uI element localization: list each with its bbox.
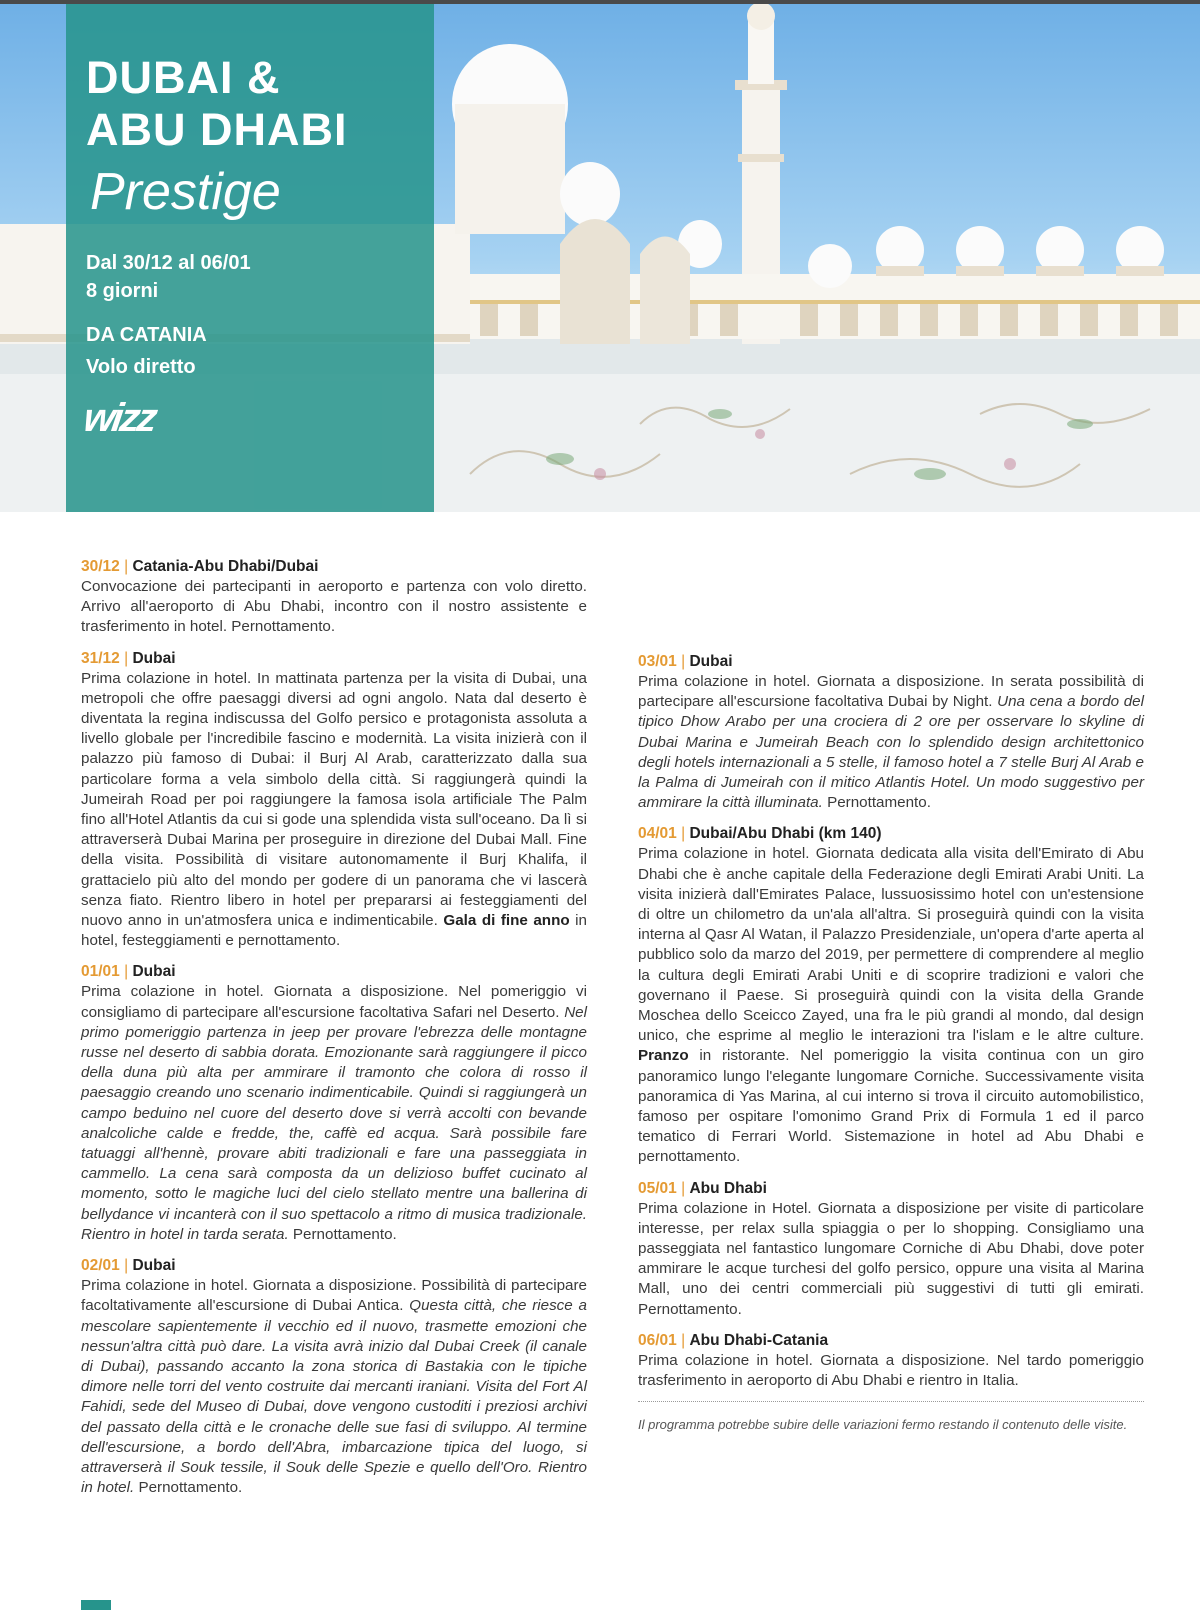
title-line-1: DUBAI & [86,52,281,103]
day-02-01 [81,1255,587,1498]
day-heading: 06/01 | Abu Dhabi-Catania [638,1331,829,1349]
day-heading: 30/12 | Catania-Abu Dhabi/Dubai [81,558,319,575]
flight-type: Volo diretto [86,356,196,378]
day-heading: 02/01 | Dubai [81,1257,176,1275]
day-03-01 [638,651,1144,813]
day-30-12 [81,556,587,638]
day-description: Prima colazione in hotel. In mattinata partenza per la visita di Dubai, una metropoli che offre paesaggi diversi ad ogni angolo. Nata dal deserto è diventata la regina indiscussa del Golfo persico e protagonista assoluta a livello globale per l'incredibile fascino e modernità. La visita inizierà con il palazzo più famoso di Dubai: il Burj Al Arab, caratterizzato dalla sua particolare forma a vela simbolo della città. Si raggiungerà quindi la Jumeirah Road per poi raggiungere la famosa isola artificiale The Palm fino all'Hotel Atlantis da cui si gode una splendida vista sull'oceano. Da lì si attraverserà Dubai Marina per proseguire in direzione del Dubai Mall. Fine della visita. Possibilità di visitare autonomamente il Burj Khalifa, il grattacielo più alto del mondo per godere di un panorama che vi lascerà senza fiato. Rientro libero in hotel per prepararsi ai festeggiamenti del nuovo anno in un'atmosfera unica e indimenticabile. Gala di fine anno in hotel, festeggiamenti e pernottamento. [81,669,587,950]
day-06-01 [638,1330,1144,1391]
page-corner-mark [81,1600,111,1610]
day-31-12 [81,648,587,952]
title-line-3: Prestige [90,163,281,221]
day-description: Prima colazione in hotel. Giornata a disposizione. In serata possibilità di partecipare all'escursione facoltativa Dubai by Night. Una cena a bordo del tipico Dhow Arabo per una crociera di 2 ore per osservare lo skyline di Dubai Marina e Jumeirah Beach con lo splendido design architettonico degli hotels internazionali a 5 stelle, il famoso hotel a 7 stelle Burj Al Arab e la Palma di Jumeirah con il mitico Atlantis Hotel. Un modo suggestivo per ammirare la città illuminata. Pernottamento. [638,673,1144,812]
trip-duration: 8 giorni [86,280,159,302]
day-description: Convocazione dei partecipanti in aeroporto e partenza con volo diretto. Arrivo all'aeroporto di Abu Dhabi, incontro con il nostro assistente e trasferimento in hotel. Pernottamento. [81,578,587,636]
title-panel [66,4,434,512]
day-01-01 [81,961,587,1245]
day-description: Prima colazione in hotel. Giornata a disposizione. Possibilità di partecipare facoltativamente all'escursione di Dubai Antica. Questa città, che riesce a mescolare sapientemente il vecchio ed il nuovo, trasmette emozioni che nessun'altra città può dare. La visita avrà inizio dal Dubai Creek (il canale di Dubai), passando accanto la zona storica di Bastakia con le tipiche dimore nelle torri del vento costruite dai mercanti iraniani. Visita del Fort Al Fahidi, sede del Museo di Dubai, dove vengono custoditi i preziosi archivi del passato della città e le cronache delle sue fasi di sviluppo. Al termine dell'escursione, a bordo dell'Abra, imbarcazione tipica del luogo, si attraverserà il Souk tessile, il Souk delle Spezie e quello dell'Oro. Rientro in hotel. Pernottamento. [81,1277,587,1497]
day-heading: 01/01 | Dubai [81,963,176,981]
departure-city: DA CATANIA [86,324,207,346]
day-heading: 04/01 | Dubai/Abu Dhabi (km 140) [638,825,882,843]
itinerary-column-right [638,565,1144,1433]
day-description: Prima colazione in hotel. Giornata a disposizione. Nel tardo pomeriggio trasferimento in aeroporto di Abu Dhabi e rientro in Italia. [638,1351,1144,1390]
trip-dates: Dal 30/12 al 06/01 [86,252,251,274]
day-heading: 05/01 | Abu Dhabi [638,1179,767,1197]
day-04-01 [638,823,1144,1167]
itinerary-column-left [81,556,587,1508]
title-line-2: ABU DHABI [86,104,348,155]
day-description: Prima colazione in hotel. Giornata dedicata alla visita dell'Emirato di Abu Dhabi che è anche capitale della Federazione degli Emirati Arabi Uniti. La visita inizierà dall'Emirates Palace, lussuosissimo hotel con un'estensione di oltre un chilometro da un'ala all'altra. Si proseguirà quindi con la visita interna al Qasr Al Watan, il Palazzo Presidenziale, un'opera d'arte aperta al pubblico solo da marzo del 2019, per permettere di comprendere al meglio la cultura degli Emirati Arabi Uniti e di scoprire tradizioni e valori che governano il Paese. Si proseguirà quindi con la visita della Grande Moschea dello Sceicco Zayed, una fra le più grandi al mondo, dal design unico, che esprime al meglio le interazioni tra l'islam e le altre culture. Pranzo in ristorante. Nel pomeriggio la visita continua con un giro panoramico lungo l'elegante lungomare Corniche. Successivamente visita panoramica di Yas Marina, al cui interno si trova il circuito automobilistico, famoso per ospitare l'omonimo Grand Prix di Formula 1 ed il parco tematico di Ferrari World. Sistemazione in hotel ad Abu Dhabi e pernottamento. [638,845,1144,1166]
day-05-01 [638,1178,1144,1320]
day-description: Prima colazione in Hotel. Giornata a disposizione per visite di particolare interesse, per relax sulla spiaggia o per lo shopping. Consigliamo una passeggiata nel fantastico lungomare Corniche di Abu Dhabi, dove poter ammirare le acque turchesi del golfo persico, oppure una visita al Marina Mall, uno dei centri commerciali più suggestivi di tutti gli emirati. Pernottamento. [638,1199,1144,1318]
day-heading: 31/12 | Dubai [81,649,176,667]
program-note: Il programma potrebbe subire delle variazioni fermo restando il contenuto delle visite. [638,1401,1144,1433]
wizz-logo: wizz [80,396,158,440]
day-description: Prima colazione in hotel. Giornata a disposizione. Nel pomeriggio vi consigliamo di partecipare all'escursione facoltativa Safari nel Deserto. Nel primo pomeriggio partenza in jeep per provare l'ebrezza delle montagne russe nel deserto di sabbia dorata. Emozionante sarà raggiungere il picco della duna più alta per ammirare il tramonto che colora di rosso il paesaggio creando uno scenario indimenticabile. Quindi si raggiungerà un campo beduino nel cuore del deserto dove si verrà accolti con bevande analcoliche calde e fredde, the, caffè ed acqua. Sarà possibile fare tatuaggi all'hennè, provare abiti tradizionali e fare una passeggiata in cammello. La cena sarà composta da un delizioso buffet cucinato al momento, sotto le magiche luci del cielo stellato mentre una ballerina di bellydance vi incanterà con il suo spettacolo a ritmo di musica tradizionale. Rientro in hotel in tarda serata. Pernottamento. [81,983,587,1243]
day-heading: 03/01 | Dubai [638,653,733,670]
